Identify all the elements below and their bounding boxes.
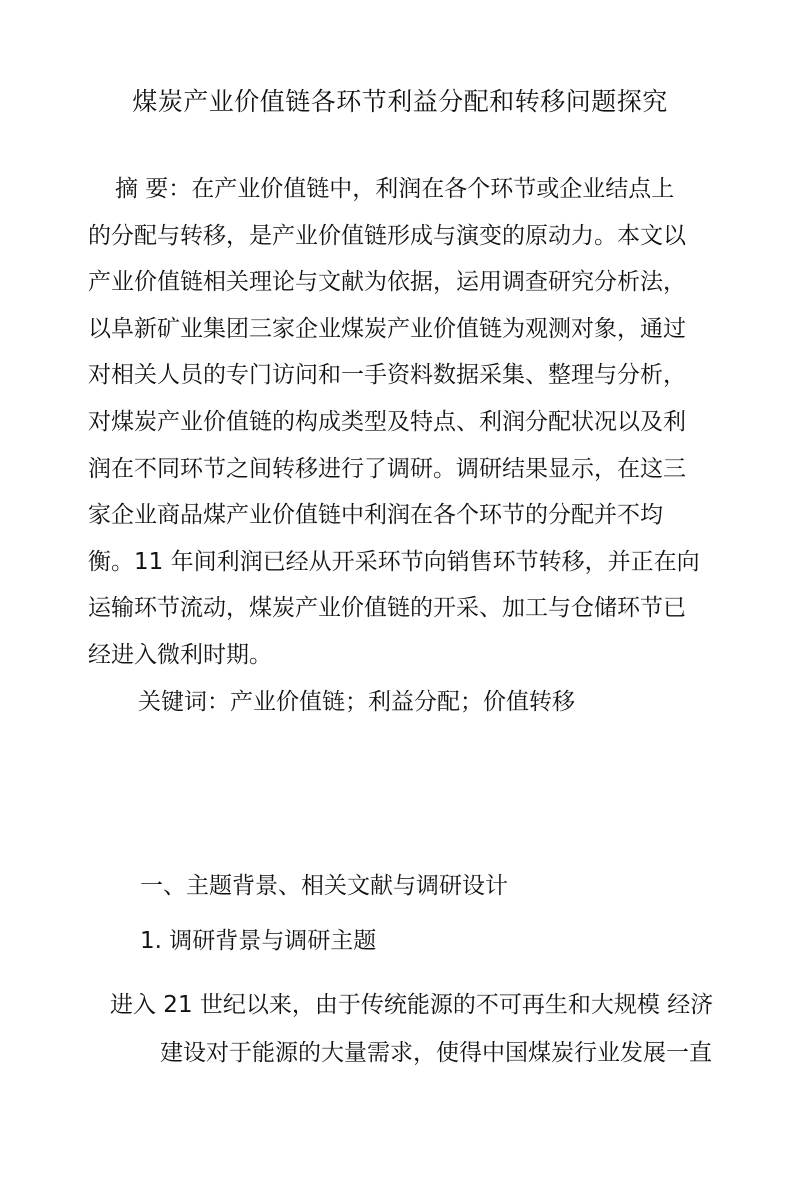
abstract-line: 对煤炭产业价值链的构成类型及特点、利润分配状况以及利 [88,408,686,435]
body-text-line: 进入 21 世纪以来，由于传统能源的不可再生和大规模 经济 [110,992,714,1018]
abstract-line: 对相关人员的专门访问和一手资料数据采集、整理与分析， [88,362,686,389]
abstract-line: 的分配与转移，是产业价值链形成与演变的原动力。本文以 [88,222,686,249]
keywords-line: 关键词：产业价值链；利益分配；价值转移 [138,689,575,715]
abstract-line: 运输环节流动，煤炭产业价值链的开采、加工与仓储环节已 [88,595,686,622]
section-heading: 一、主题背景、相关文献与调研设计 [140,873,508,899]
abstract-line: 润在不同环节之间转移进行了调研。调研结果显示，在这三 [88,455,686,482]
abstract-paragraph [88,166,714,679]
document-title: 煤炭产业价值链各环节利益分配和转移问题探究 [132,87,668,116]
abstract-line: 衡。11 年间利润已经从开采环节向销售环节转移，并正在向 [88,548,700,575]
abstract-line: 产业价值链相关理论与文献为依据，运用调查研究分析法， [88,269,686,296]
body-text-line: 建设对于能源的大量需求，使得中国煤炭行业发展一直 [160,1040,712,1066]
abstract-line: 经进入微利时期。 [88,641,272,668]
abstract-line: 摘 要：在产业价值链中，利润在各个环节或企业结点上 [115,176,675,202]
subsection-heading: 1. 调研背景与调研主题 [140,928,377,954]
abstract-line: 家企业商品煤产业价值链中利润在各个环节的分配并不均 [88,502,663,529]
abstract-line: 以阜新矿业集团三家企业煤炭产业价值链为观测对象，通过 [88,315,686,342]
